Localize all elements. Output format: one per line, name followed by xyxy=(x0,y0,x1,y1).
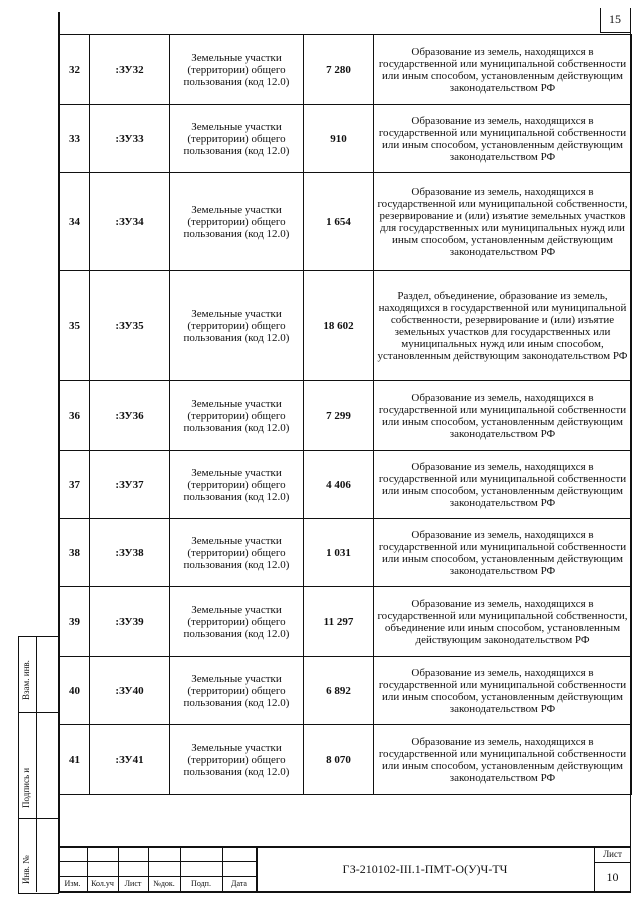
table-row xyxy=(60,657,632,725)
land-plots-table xyxy=(59,34,632,795)
table-body xyxy=(60,35,632,795)
plot-area: 18 602 xyxy=(304,271,374,381)
formation-method: Образование из земель, находящихся в государственной или муниципальной собственности или иным способом, установленным действующим законодательством РФ xyxy=(374,725,632,795)
plot-use: Земельные участки (территории) общего пользования (код 12.0) xyxy=(170,173,304,271)
table-row xyxy=(60,451,632,519)
tb-label-data: Дата xyxy=(231,879,247,888)
plot-use: Земельные участки (территории) общего пользования (код 12.0) xyxy=(170,271,304,381)
tb-label-koluch: Кол.уч xyxy=(91,879,114,888)
side-label-inv: Инв. № xyxy=(21,855,31,884)
formation-method: Образование из земель, находящихся в государственной или муниципальной собственности или иным способом, установленным действующим законодательством РФ xyxy=(374,105,632,173)
formation-method: Образование из земель, находящихся в государственной или муниципальной собственности или иным способом, установленным действующим законодательством РФ xyxy=(374,519,632,587)
plot-code: :ЗУ36 xyxy=(90,381,170,451)
plot-code: :ЗУ37 xyxy=(90,451,170,519)
table-row xyxy=(60,173,632,271)
tb-sheet-sep xyxy=(594,862,631,863)
page-number: 15 xyxy=(609,12,621,26)
plot-area: 11 297 xyxy=(304,587,374,657)
plot-use: Земельные участки (территории) общего пользования (код 12.0) xyxy=(170,657,304,725)
plot-area: 7 280 xyxy=(304,35,374,105)
plot-code: :ЗУ34 xyxy=(90,173,170,271)
plot-code: :ЗУ41 xyxy=(90,725,170,795)
side-stamp-divider xyxy=(36,636,37,892)
formation-method: Образование из земель, находящихся в государственной или муниципальной собственности, объединение или иным способом, установленным действующим законодательством РФ xyxy=(374,587,632,657)
tb-label-ndok: №док. xyxy=(153,879,175,888)
row-number: 39 xyxy=(60,587,90,657)
plot-code: :ЗУ33 xyxy=(90,105,170,173)
table-row xyxy=(60,519,632,587)
plot-use: Земельные участки (территории) общего пользования (код 12.0) xyxy=(170,587,304,657)
tb-label-list: Лист xyxy=(124,879,142,888)
side-stamp-sep-1 xyxy=(18,712,58,713)
row-number: 35 xyxy=(60,271,90,381)
plot-use: Земельные участки (территории) общего пользования (код 12.0) xyxy=(170,451,304,519)
plot-use: Земельные участки (территории) общего пользования (код 12.0) xyxy=(170,519,304,587)
table-row xyxy=(60,381,632,451)
plot-code: :ЗУ38 xyxy=(90,519,170,587)
formation-method: Образование из земель, находящихся в государственной или муниципальной собственности или иным способом, установленным действующим законодательством РФ xyxy=(374,381,632,451)
table-row xyxy=(60,725,632,795)
formation-method: Образование из земель, находящихся в государственной или муниципальной собственности или иным способом, установленным действующим законодательством РФ xyxy=(374,35,632,105)
plot-code: :ЗУ35 xyxy=(90,271,170,381)
table-row xyxy=(60,105,632,173)
row-number: 34 xyxy=(60,173,90,271)
plot-use: Земельные участки (территории) общего пользования (код 12.0) xyxy=(170,35,304,105)
row-number: 37 xyxy=(60,451,90,519)
plot-use: Земельные участки (территории) общего пользования (код 12.0) xyxy=(170,725,304,795)
sheet-label: Лист xyxy=(603,849,622,859)
plot-code: :ЗУ39 xyxy=(90,587,170,657)
plot-area: 4 406 xyxy=(304,451,374,519)
frame-bottom xyxy=(58,891,631,893)
title-block-top xyxy=(58,846,631,848)
row-number: 38 xyxy=(60,519,90,587)
plot-area: 8 070 xyxy=(304,725,374,795)
row-number: 36 xyxy=(60,381,90,451)
table-row xyxy=(60,271,632,381)
formation-method: Образование из земель, находящихся в государственной или муниципальной собственности, резервирование и (или) изъятие земельных участков для государственных или муниципальных нужд или иным способом, установленным действующим законодательством РФ xyxy=(374,173,632,271)
plot-area: 1 654 xyxy=(304,173,374,271)
formation-method: Образование из земель, находящихся в государственной или муниципальной собственности или иным способом, установленным действующим законодательством РФ xyxy=(374,657,632,725)
plot-code: :ЗУ32 xyxy=(90,35,170,105)
formation-method: Образование из земель, находящихся в государственной или муниципальной собственности или иным способом, установленным действующим законодательством РФ xyxy=(374,451,632,519)
table-row xyxy=(60,587,632,657)
plot-use: Земельные участки (территории) общего пользования (код 12.0) xyxy=(170,381,304,451)
row-number: 40 xyxy=(60,657,90,725)
plot-code: :ЗУ40 xyxy=(90,657,170,725)
tb-label-podp: Подп. xyxy=(191,879,211,888)
row-number: 32 xyxy=(60,35,90,105)
table-row xyxy=(60,35,632,105)
side-label-podpis: Подпись и xyxy=(21,767,31,808)
plot-use: Земельные участки (территории) общего пользования (код 12.0) xyxy=(170,105,304,173)
plot-area: 910 xyxy=(304,105,374,173)
side-label-vzam: Взам. инв. xyxy=(21,660,31,700)
plot-area: 7 299 xyxy=(304,381,374,451)
tb-label-izm: Изм. xyxy=(64,879,81,888)
plot-area: 1 031 xyxy=(304,519,374,587)
row-number: 33 xyxy=(60,105,90,173)
plot-area: 6 892 xyxy=(304,657,374,725)
document-code: ГЗ-210102-III.1-ПМТ-О(У)Ч-ТЧ xyxy=(342,862,508,876)
formation-method: Раздел, объединение, образование из земель, находящихся в государственной или муниципальной собственности, резервирование и (или) изъятие земельных участков для государственных или муниципальных нужд или иным способом, установленным действующим законодательством РФ xyxy=(374,271,632,381)
sheet-number: 10 xyxy=(606,870,619,884)
row-number: 41 xyxy=(60,725,90,795)
side-stamp-sep-2 xyxy=(18,818,58,819)
